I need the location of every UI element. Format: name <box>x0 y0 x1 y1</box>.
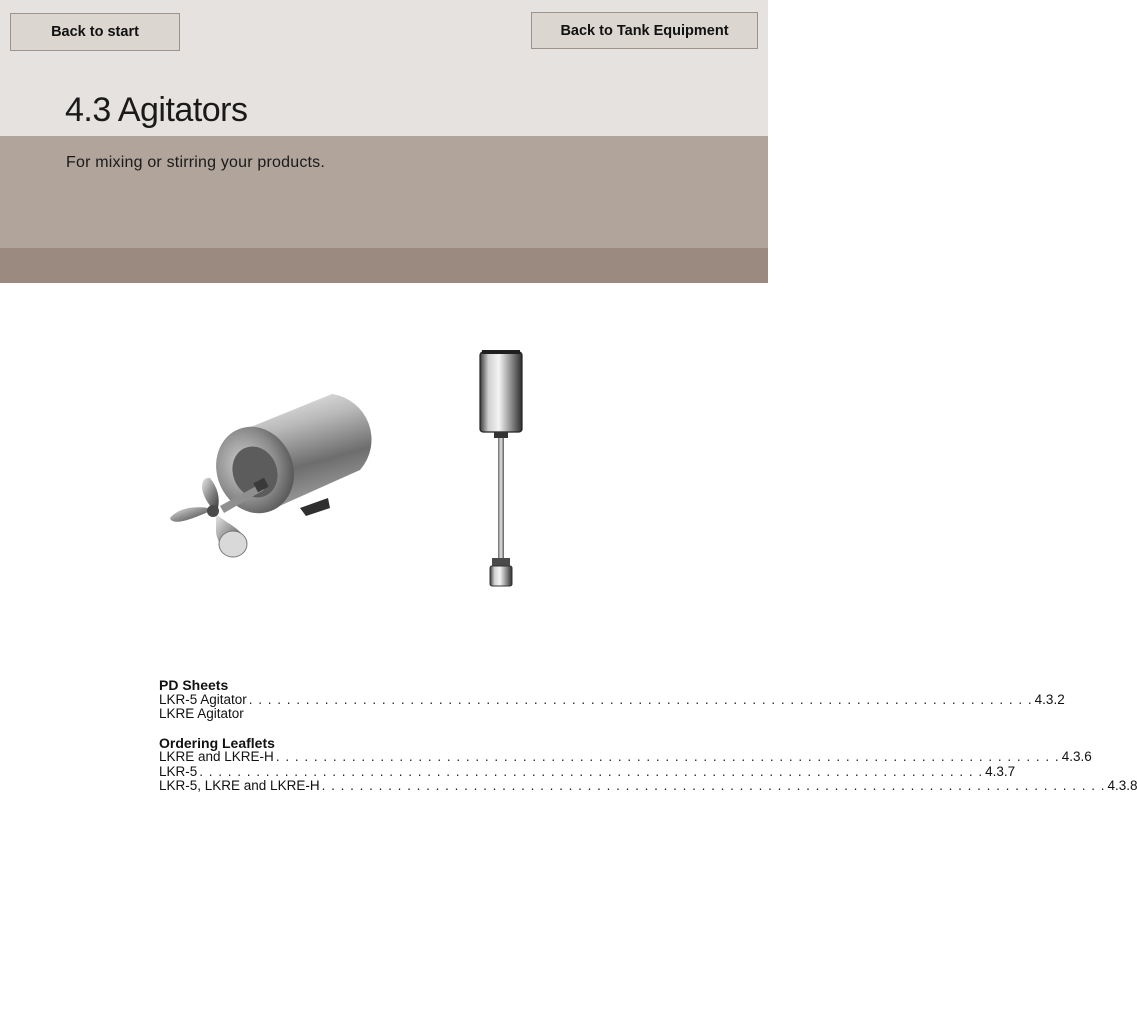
document-label: LKRE and LKRE-H <box>159 749 274 764</box>
list-item[interactable] <box>159 778 1137 794</box>
document-label: LKRE Agitator <box>159 706 244 721</box>
back-to-start-button[interactable]: Back to start <box>10 13 180 51</box>
leader-dots: . . . . . . . . . . . . . . . . . . . . . . . . . . . . . . . . . . . . . . . . . . . . . . . . . . . . . . . . . . . . . . . . . . . . . . . . . . . . . . . . . . . <box>321 778 1106 793</box>
lkr5-agitator-image <box>160 380 390 570</box>
page-title: 4.3 Agitators <box>65 91 248 129</box>
list-item[interactable] <box>159 707 613 722</box>
document-ref: 4.3.2 <box>1034 691 1065 707</box>
pd-sheets-group <box>159 677 1065 722</box>
document-ref: 4.3.7 <box>985 763 1016 779</box>
lkre-agitator-image <box>470 348 530 593</box>
ordering-leaflets-heading: Ordering Leaflets <box>159 734 275 751</box>
header-subtitle-band <box>0 136 768 248</box>
list-item[interactable] <box>159 691 1065 708</box>
pd-sheets-heading: PD Sheets <box>159 677 229 693</box>
document-label: LKR-5 <box>159 763 198 779</box>
leader-dots: . . . . . . . . . . . . . . . . . . . . . . . . . . . . . . . . . . . . . . . . . . . . . . . . . . . . . . . . . . . . . . . . . . . . . . . . . . . . . . . . . . . <box>275 749 1060 764</box>
document-ref: 4.3.6 <box>1061 749 1092 764</box>
document-ref: 4.3.8 <box>1107 778 1137 793</box>
back-to-tank-equipment-button[interactable]: Back to Tank Equipment <box>531 12 758 49</box>
document-label: LKR-5 Agitator <box>159 691 247 707</box>
document-label: LKR-5, LKRE and LKRE-H <box>159 778 320 793</box>
page-subtitle: For mixing or stirring your products. <box>66 154 326 171</box>
leader-dots: . . . . . . . . . . . . . . . . . . . . . . . . . . . . . . . . . . . . . . . . . . . . . . . . . . . . . . . . . . . . . . . . . . . . . . . . . . . . . . . . . . . <box>199 763 984 779</box>
list-item[interactable] <box>159 749 1092 765</box>
header-bottom-band <box>0 248 768 283</box>
list-item[interactable] <box>159 763 1016 780</box>
ordering-leaflets-group <box>159 734 1137 794</box>
leader-dots: . . . . . . . . . . . . . . . . . . . . . . . . . . . . . . . . . . . . . . . . . . . . . . . . . . . . . . . . . . . . . . . . . . . . . . . . . . . . . . . . . . . <box>248 691 1033 707</box>
documents-list <box>159 677 1137 808</box>
